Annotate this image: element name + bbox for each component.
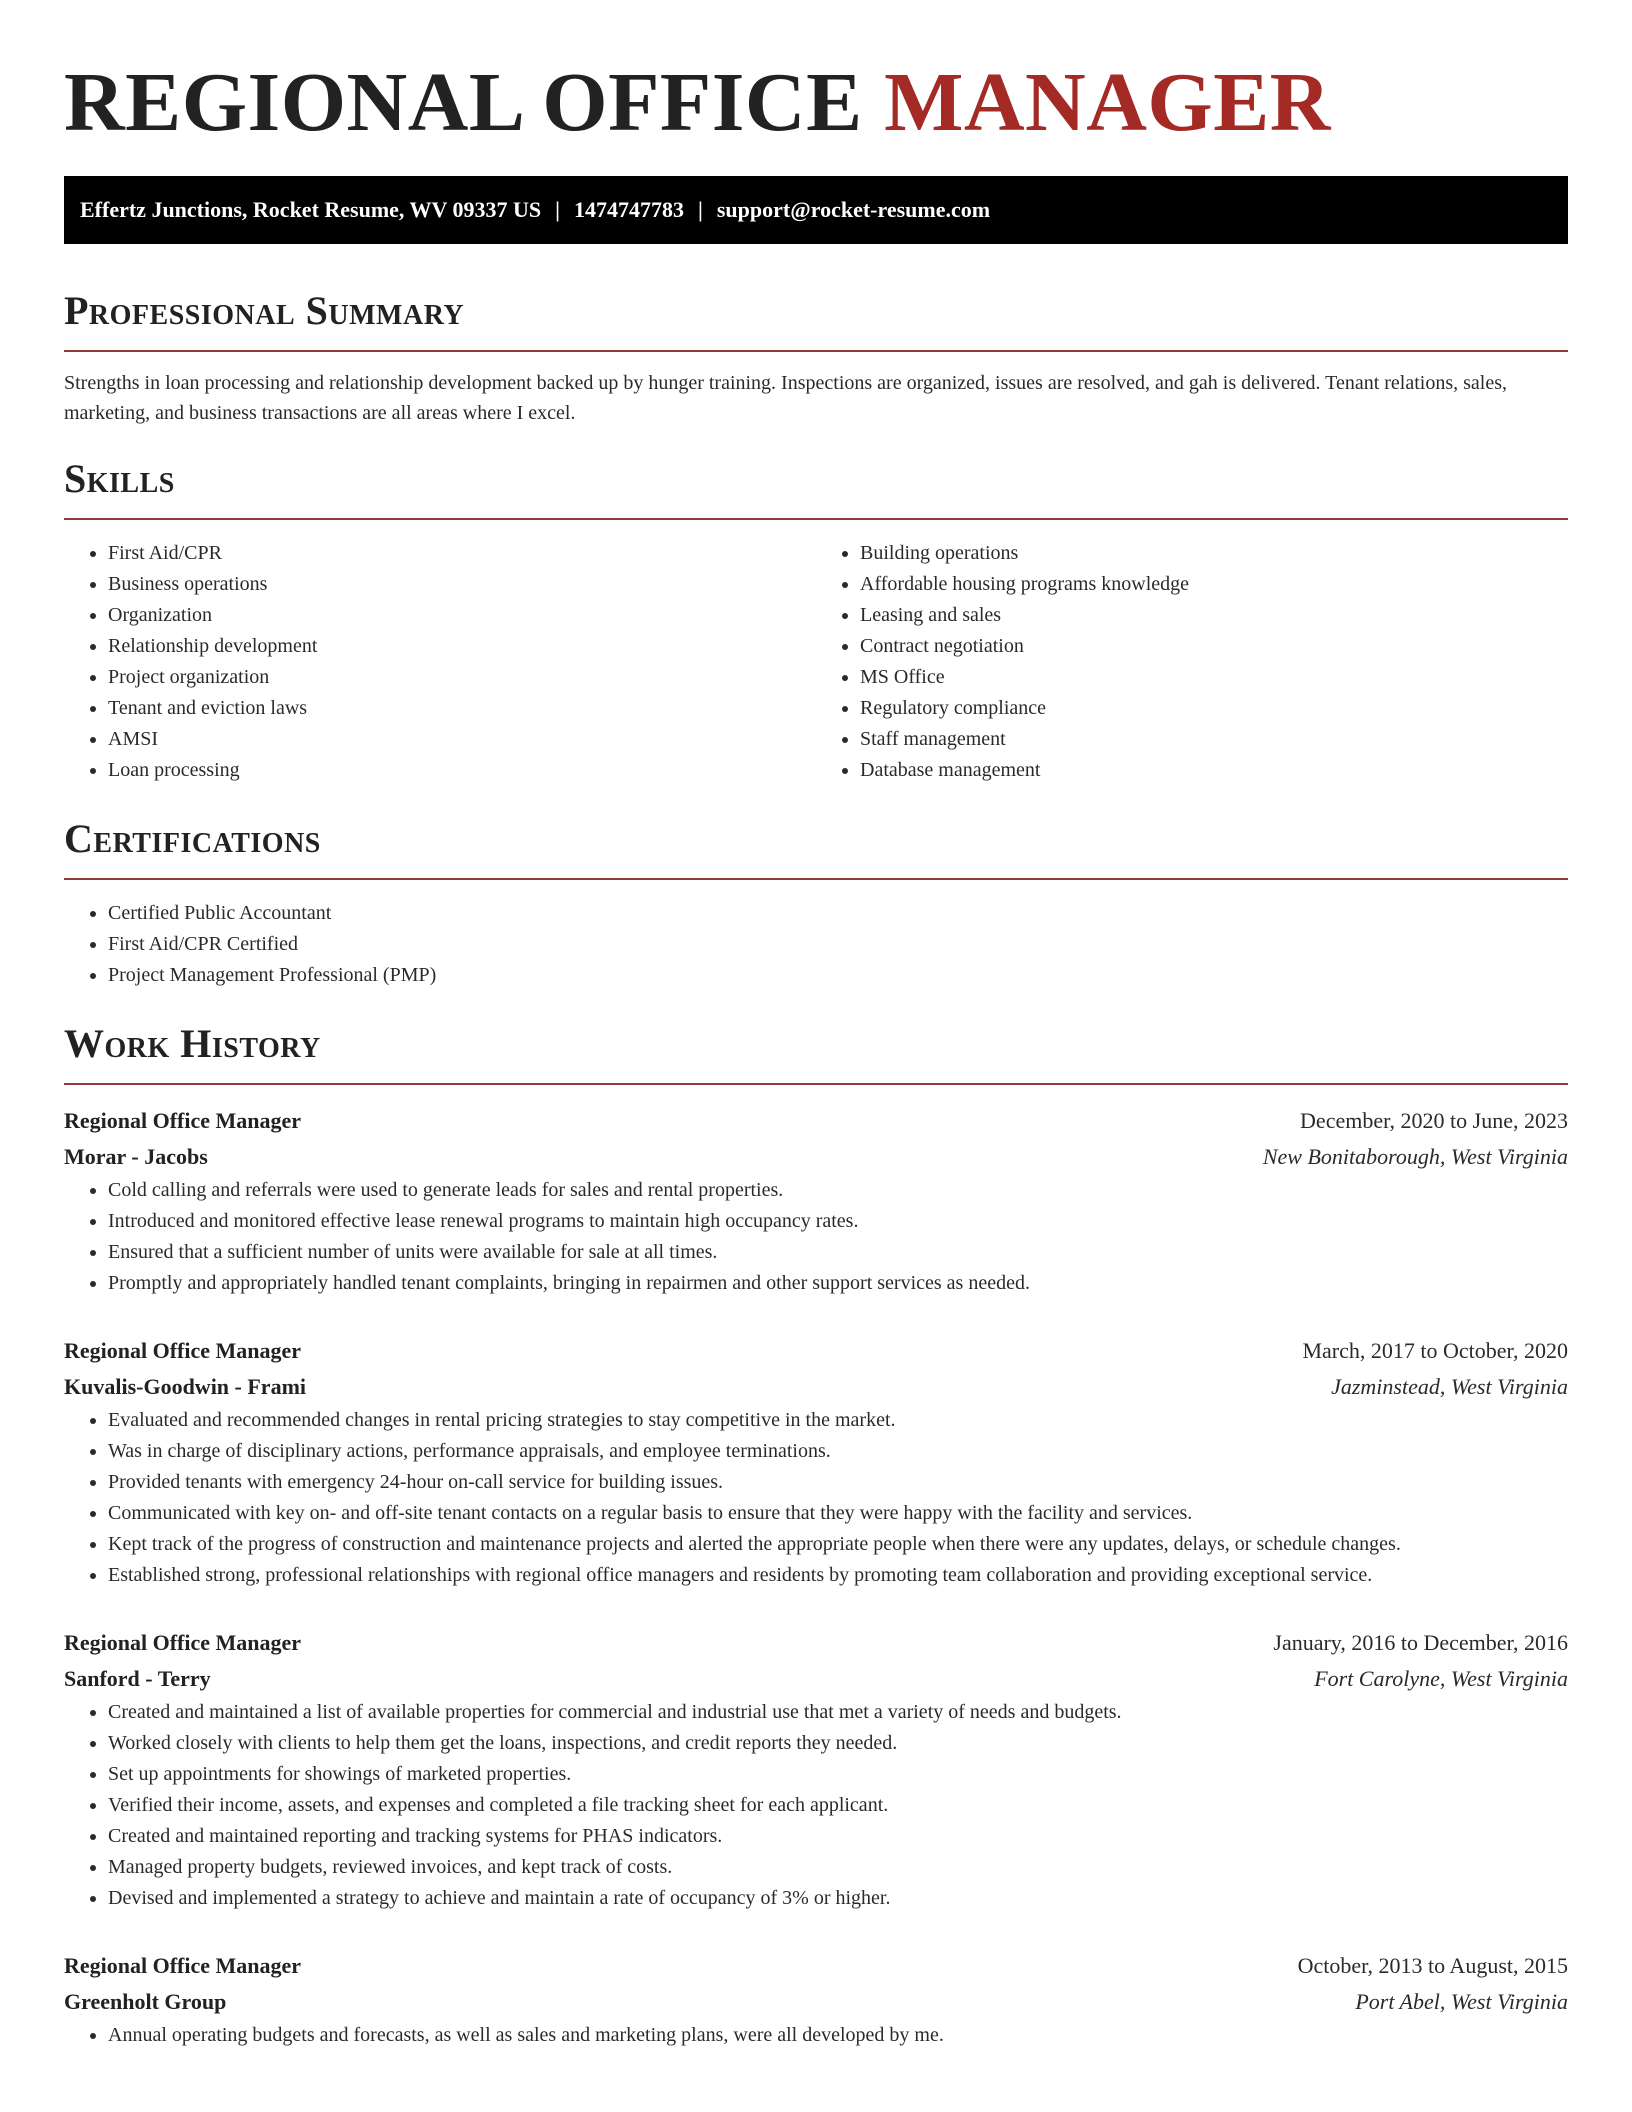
job-company: Greenholt Group bbox=[64, 1989, 227, 2014]
summary-section bbox=[64, 288, 1568, 428]
skill-item: • Regulatory compliance bbox=[860, 693, 1568, 724]
job-bullet: • Ensured that a sufficient number of units were available for sale at all times. bbox=[108, 1237, 1568, 1268]
skill-item: • Organization bbox=[108, 600, 816, 631]
job-location: New Bonitaborough, West Virginia bbox=[1262, 1144, 1568, 1169]
contact-bar bbox=[64, 176, 1568, 244]
resume-name bbox=[64, 0, 1568, 148]
job-bullets bbox=[64, 2020, 1568, 2051]
certification-item: • First Aid/CPR Certified bbox=[108, 929, 1568, 960]
job-title: Regional Office Manager bbox=[64, 1630, 302, 1655]
name-first: REGIONAL OFFICE bbox=[64, 56, 863, 149]
summary-heading: Professional Summary bbox=[64, 288, 465, 333]
contact-address: Effertz Junctions, Rocket Resume, WV 09337 US bbox=[80, 197, 542, 222]
job-title: Regional Office Manager bbox=[64, 1338, 302, 1363]
skill-item: • Loan processing bbox=[108, 755, 816, 786]
job-dates: December, 2020 to June, 2023 bbox=[1300, 1108, 1568, 1133]
work-history-heading: Work History bbox=[64, 1021, 321, 1066]
job-entry bbox=[64, 1948, 1568, 2051]
skill-item: • Contract negotiation bbox=[860, 631, 1568, 662]
work-history-section bbox=[64, 1021, 1568, 2051]
certification-item: • Certified Public Accountant bbox=[108, 898, 1568, 929]
skills-column-left bbox=[64, 538, 816, 786]
job-entry bbox=[64, 1103, 1568, 1299]
job-bullet: • Verified their income, assets, and expenses and completed a file tracking sheet for each applicant. bbox=[108, 1790, 1568, 1821]
name-last: MANAGER bbox=[884, 56, 1331, 149]
job-location: Port Abel, West Virginia bbox=[1355, 1989, 1568, 2014]
job-company-row bbox=[64, 1984, 1568, 2020]
job-header-row bbox=[64, 1333, 1568, 1369]
jobs-list bbox=[64, 1103, 1568, 2051]
job-bullet: • Managed property budgets, reviewed invoices, and kept track of costs. bbox=[108, 1852, 1568, 1883]
job-bullet: • Evaluated and recommended changes in rental pricing strategies to stay competitive in the market. bbox=[108, 1405, 1568, 1436]
job-header-row bbox=[64, 1948, 1568, 1984]
skill-item: • Business operations bbox=[108, 569, 816, 600]
job-bullets bbox=[64, 1405, 1568, 1591]
skill-item: • Building operations bbox=[860, 538, 1568, 569]
job-bullet: • Communicated with key on- and off-site tenant contacts on a regular basis to ensure that they were happy with the facility and services. bbox=[108, 1498, 1568, 1529]
job-bullets bbox=[64, 1175, 1568, 1299]
job-company: Morar - Jacobs bbox=[64, 1144, 208, 1169]
certification-item: • Project Management Professional (PMP) bbox=[108, 960, 1568, 991]
job-bullet: • Established strong, professional relationships with regional office managers and residents by promoting team collaboration and providing exceptional service. bbox=[108, 1560, 1568, 1591]
job-company: Sanford - Terry bbox=[64, 1666, 211, 1691]
contact-separator: | bbox=[555, 197, 561, 222]
job-bullet: • Created and maintained reporting and tracking systems for PHAS indicators. bbox=[108, 1821, 1568, 1852]
section-divider bbox=[64, 350, 1568, 352]
section-divider bbox=[64, 1083, 1568, 1085]
contact-phone: 1474747783 bbox=[574, 197, 685, 222]
skill-item: • Affordable housing programs knowledge bbox=[860, 569, 1568, 600]
job-company-row bbox=[64, 1369, 1568, 1405]
job-title: Regional Office Manager bbox=[64, 1953, 302, 1978]
skill-item: • Database management bbox=[860, 755, 1568, 786]
contact-separator: | bbox=[698, 197, 703, 222]
certifications-heading: Certifications bbox=[64, 816, 321, 861]
job-bullet: • Worked closely with clients to help them get the loans, inspections, and credit reports they needed. bbox=[108, 1728, 1568, 1759]
job-bullet: • Kept track of the progress of construction and maintenance projects and alerted the appropriate people when there were any updates, delays, or schedule changes. bbox=[108, 1529, 1568, 1560]
job-company-row bbox=[64, 1661, 1568, 1697]
job-bullet: • Created and maintained a list of available properties for commercial and industrial use that met a variety of needs and budgets. bbox=[108, 1697, 1568, 1728]
certifications-list bbox=[64, 898, 1568, 991]
skill-item: • MS Office bbox=[860, 662, 1568, 693]
job-dates: October, 2013 to August, 2015 bbox=[1297, 1953, 1568, 1978]
job-bullet: • Provided tenants with emergency 24-hour on-call service for building issues. bbox=[108, 1467, 1568, 1498]
job-dates: March, 2017 to October, 2020 bbox=[1302, 1338, 1568, 1363]
skill-item: • First Aid/CPR bbox=[108, 538, 816, 569]
job-entry bbox=[64, 1625, 1568, 1914]
job-bullet: • Set up appointments for showings of marketed properties. bbox=[108, 1759, 1568, 1790]
job-bullet: • Introduced and monitored effective lease renewal programs to maintain high occupancy rates. bbox=[108, 1206, 1568, 1237]
skill-item: • AMSI bbox=[108, 724, 816, 755]
skills-grid bbox=[64, 538, 1568, 786]
contact-email: support@rocket-resume.com bbox=[716, 197, 991, 222]
job-company-row bbox=[64, 1139, 1568, 1175]
section-divider bbox=[64, 878, 1568, 880]
job-entry bbox=[64, 1333, 1568, 1591]
skill-item: • Leasing and sales bbox=[860, 600, 1568, 631]
job-header-row bbox=[64, 1625, 1568, 1661]
job-header-row bbox=[64, 1103, 1568, 1139]
summary-text: Strengths in loan processing and relationship development backed up by hunger training. Inspections are organized, issues are resolved, and gah is delivered. Tenant relations, sales, marketing, and business transactions are all areas where I excel. bbox=[64, 372, 1508, 424]
certifications-section bbox=[64, 816, 1568, 991]
job-bullet: • Cold calling and referrals were used to generate leads for sales and rental properties. bbox=[108, 1175, 1568, 1206]
job-title: Regional Office Manager bbox=[64, 1108, 302, 1133]
job-bullet: • Promptly and appropriately handled tenant complaints, bringing in repairmen and other support services as needed. bbox=[108, 1268, 1568, 1299]
skills-section bbox=[64, 456, 1568, 786]
job-location: Jazminstead, West Virginia bbox=[1331, 1374, 1568, 1399]
skill-item: • Staff management bbox=[860, 724, 1568, 755]
job-bullet: • Annual operating budgets and forecasts, as well as sales and marketing plans, were all developed by me. bbox=[108, 2020, 1568, 2051]
skill-item: • Project organization bbox=[108, 662, 816, 693]
job-dates: January, 2016 to December, 2016 bbox=[1273, 1630, 1568, 1655]
job-bullet: • Devised and implemented a strategy to achieve and maintain a rate of occupancy of 3% or higher. bbox=[108, 1883, 1568, 1914]
job-location: Fort Carolyne, West Virginia bbox=[1314, 1666, 1568, 1691]
skills-column-right bbox=[816, 538, 1568, 786]
skill-item: • Tenant and eviction laws bbox=[108, 693, 816, 724]
job-bullets bbox=[64, 1697, 1568, 1914]
skills-heading: Skills bbox=[64, 456, 175, 501]
section-divider bbox=[64, 518, 1568, 520]
job-bullet: • Was in charge of disciplinary actions, performance appraisals, and employee terminations. bbox=[108, 1436, 1568, 1467]
skill-item: • Relationship development bbox=[108, 631, 816, 662]
job-company: Kuvalis-Goodwin - Frami bbox=[64, 1374, 307, 1399]
